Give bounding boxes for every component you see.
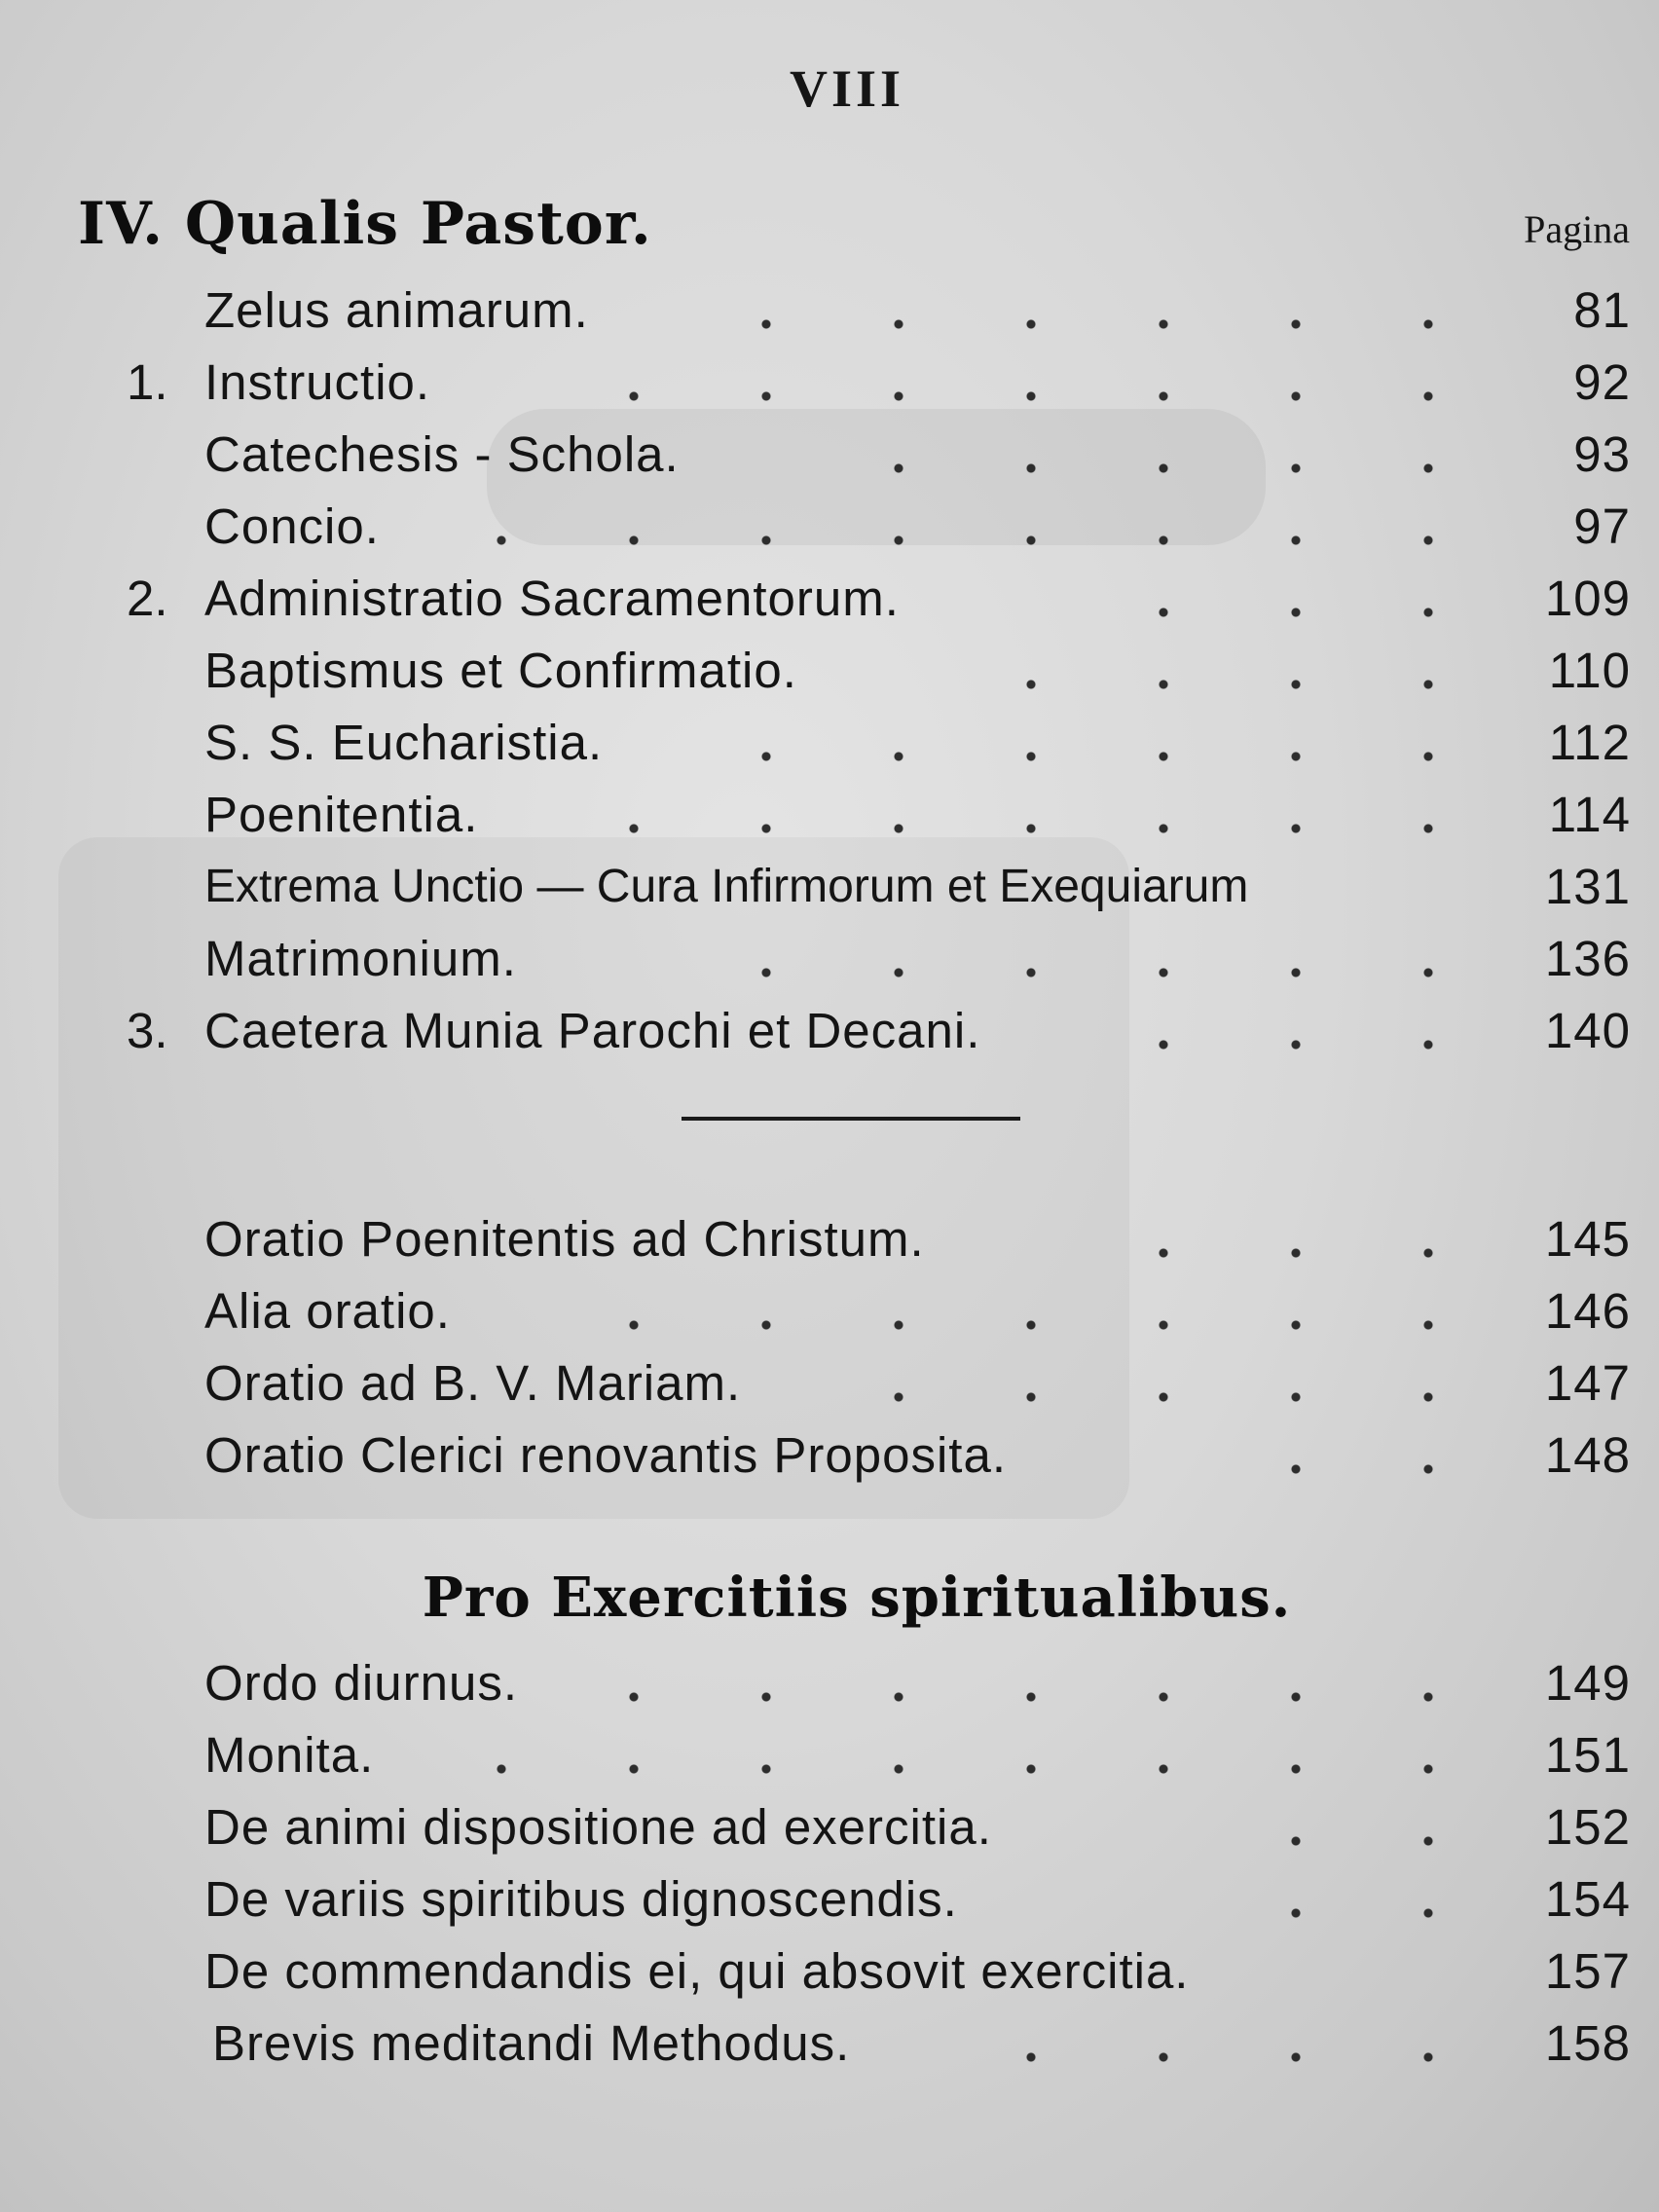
entry-title: Zelus animarum. [204,282,589,338]
dot-leader [448,1719,1494,1791]
entry-title: Alia oratio. [204,1283,451,1339]
toc-entry[interactable] [127,851,1631,923]
dot-leader [584,779,1494,851]
toc-entry[interactable] [127,1719,1631,1791]
entry-page: 114 [1548,787,1631,842]
entry-number: 1. [127,354,168,410]
toc-entry[interactable] [127,1791,1631,1863]
toc-entry[interactable] [127,275,1631,347]
page-number: VIII [789,59,905,118]
entry-page: 109 [1544,571,1631,626]
dot-leader [1110,563,1494,635]
entry-title: Monita. [204,1727,375,1783]
dot-leader [672,923,1494,995]
toc-entry[interactable] [127,1275,1631,1347]
entry-title: Matrimonium. [204,931,517,986]
entry-page: 151 [1544,1727,1631,1783]
dot-leader [623,1647,1494,1719]
entry-title: Brevis meditandi Methodus. [212,2015,851,2071]
entry-page: 158 [1544,2015,1631,2071]
entry-title: Oratio Poenitentis ad Christum. [204,1211,925,1267]
toc-entry[interactable] [127,995,1631,1067]
entry-page: 112 [1548,715,1631,770]
entry-page: 145 [1544,1211,1631,1267]
entry-title: Concio. [204,498,380,554]
dot-leader [565,347,1494,419]
dot-leader [565,1275,1494,1347]
toc-entry[interactable] [127,563,1631,635]
toc-entry[interactable] [127,1203,1631,1275]
toc-entry[interactable] [127,707,1631,779]
entry-title: Oratio Clerici renovantis Proposita. [204,1427,1007,1483]
entry-title: Administratio Sacramentorum. [204,571,900,626]
entry-title: Catechesis - Schola. [204,426,680,482]
toc-entry[interactable] [127,779,1631,851]
column-label-pagina: Pagina [1524,207,1630,251]
entry-page: 147 [1544,1355,1631,1411]
toc-entry[interactable] [127,1863,1631,1936]
entry-title: Ordo diurnus. [204,1655,518,1711]
toc-entry[interactable] [127,491,1631,563]
toc-entry[interactable] [127,347,1631,419]
entry-page: 146 [1544,1283,1631,1339]
dot-leader [711,707,1494,779]
dot-leader [983,635,1494,707]
dot-leader [448,491,1494,563]
toc-entry[interactable] [127,1936,1631,2008]
entry-title: Poenitentia. [204,787,479,842]
toc-entry[interactable] [127,2008,1631,2080]
entry-page: 149 [1544,1655,1631,1711]
toc-entry[interactable] [127,419,1631,491]
entry-page: 157 [1544,1943,1631,1999]
entry-page: 92 [1573,354,1631,410]
exercitia-heading: Pro Exercitiis spiritualibus. [422,1566,1292,1630]
dot-leader [983,2008,1494,2080]
toc-entry[interactable] [127,1647,1631,1719]
entry-title: De commendandis ei, qui absovit exercitia. [204,1943,1190,1999]
dot-leader [701,275,1494,347]
toc-entry[interactable] [127,635,1631,707]
dot-leader [1061,1203,1494,1275]
entry-title: Instructio. [204,354,431,410]
toc-entry[interactable] [127,923,1631,995]
entry-page: 152 [1544,1799,1631,1855]
entry-title: Baptismus et Confirmatio. [204,643,797,698]
entry-title: Extrema Unctio — Cura Infirmorum et Exequiarum [204,861,1249,912]
entry-page: 81 [1573,282,1631,338]
entry-page: 136 [1544,931,1631,986]
entry-page: 93 [1573,426,1631,482]
entry-page: 148 [1544,1427,1631,1483]
dot-leader [1149,995,1494,1067]
entry-page: 97 [1573,498,1631,554]
dot-leader [866,1347,1494,1419]
entry-title: S. S. Eucharistia. [204,715,604,770]
entry-title: De animi dispositione ad exercitia. [204,1799,992,1855]
dot-leader [1198,1419,1494,1492]
section-divider [682,1117,1020,1121]
dot-leader [847,419,1494,491]
entry-number: 3. [127,1003,168,1058]
entry-page: 110 [1548,643,1631,698]
toc-entry[interactable] [127,1347,1631,1419]
entry-title: Caetera Munia Parochi et Decani. [204,1003,981,1058]
dot-leader [1168,1863,1494,1936]
dot-leader [1198,1791,1494,1863]
entry-title: De variis spiritibus dignoscendis. [204,1871,958,1927]
section-heading: IV. Qualis Pastor. [78,190,652,258]
toc-entry[interactable] [127,1419,1631,1492]
entry-page: 154 [1544,1871,1631,1927]
entry-title: Oratio ad B. V. Mariam. [204,1355,742,1411]
entry-page: 140 [1544,1003,1631,1058]
entry-number: 2. [127,571,168,626]
entry-page: 131 [1544,859,1631,914]
